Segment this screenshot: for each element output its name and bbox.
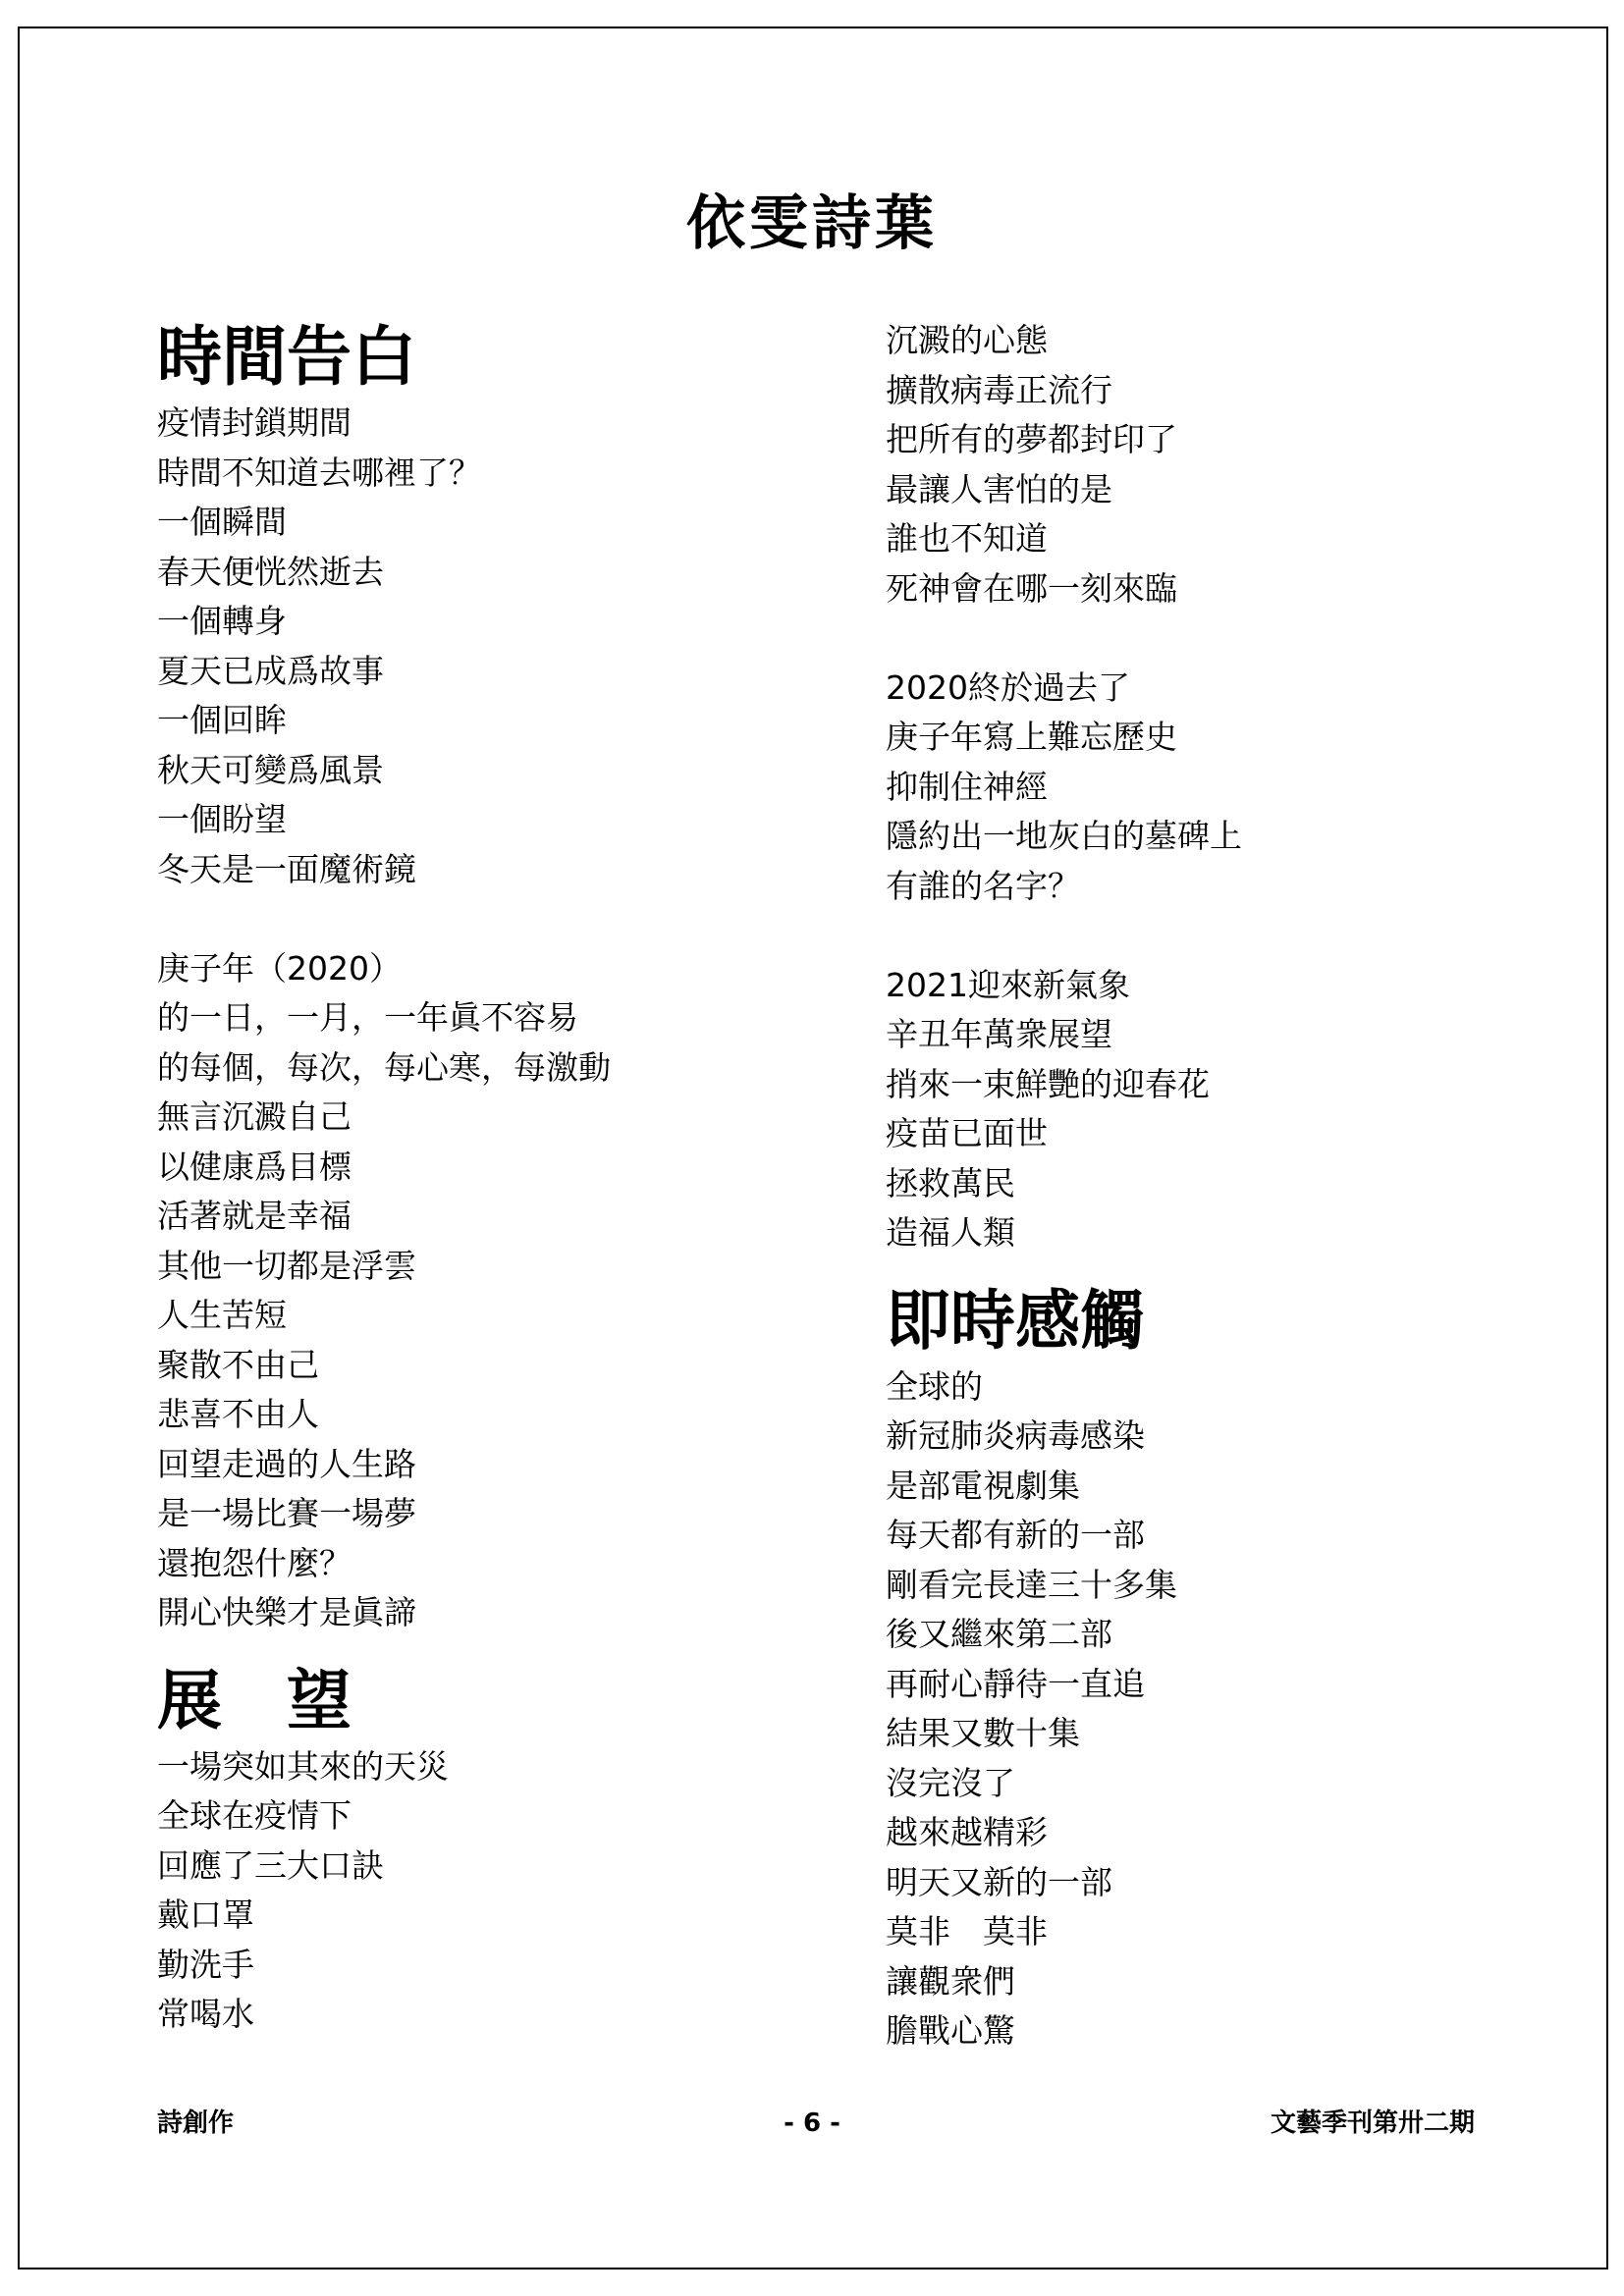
poem-line: 2020終於過去了 bbox=[886, 667, 1130, 707]
poem-line: 全球在疫情下 bbox=[157, 1796, 352, 1835]
poem-title-outlook: 展 望 bbox=[157, 1661, 352, 1738]
poem-line: 有誰的名字？ bbox=[886, 866, 1080, 905]
poem-line: 其他一切都是浮雲 bbox=[157, 1246, 416, 1285]
poem-line: 後又繼來第二部 bbox=[886, 1615, 1112, 1653]
poem-line: 回望走過的人生路 bbox=[157, 1444, 416, 1483]
poem-line: 隱約出一地灰白的墓碑上 bbox=[886, 817, 1242, 855]
poem-line: 夏天已成爲故事 bbox=[157, 651, 384, 690]
poem-line: 庚子年寫上難忘歷史 bbox=[886, 718, 1177, 756]
right-column bbox=[886, 316, 1573, 2056]
poem-line: 庚子年（2020） bbox=[157, 948, 402, 988]
poem-line: 新冠肺炎病毒感染 bbox=[886, 1416, 1145, 1455]
poem-line: 剛看完長達三十多集 bbox=[886, 1565, 1177, 1604]
poem-line: 膽戰心驚 bbox=[886, 2011, 1015, 2050]
poem-line: 一場突如其來的天災 bbox=[157, 1746, 449, 1786]
poem-line: 戴口罩 bbox=[157, 1896, 254, 1934]
poem-line: 死神會在哪一刻來臨 bbox=[886, 568, 1177, 608]
poem-line: 擴散病毒正流行 bbox=[886, 370, 1112, 409]
poem-line: 是一場比賽一場夢 bbox=[157, 1494, 416, 1532]
poem-line: 莫非 莫非 bbox=[886, 1912, 1048, 1950]
poem-line: 無言沉澱自己 bbox=[157, 1097, 352, 1136]
poem-line: 沒完沒了 bbox=[886, 1763, 1015, 1802]
poem-line: 最讓人害怕的是 bbox=[886, 469, 1112, 508]
poem-line: 一個盼望 bbox=[157, 800, 287, 838]
poem-line: 秋天可變爲風景 bbox=[157, 750, 384, 789]
poem-line: 悲喜不由人 bbox=[157, 1395, 319, 1433]
poem-line: 辛丑年萬衆展望 bbox=[886, 1015, 1112, 1053]
poem-line: 誰也不知道 bbox=[886, 519, 1048, 558]
poem-title-time-confession: 時間告白 bbox=[157, 318, 416, 395]
poem-line: 捎來一束鮮艷的迎春花 bbox=[886, 1064, 1210, 1103]
footer-publication: 文藝季刊第卅二期 bbox=[1270, 2109, 1475, 2138]
poem-line: 時間不知道去哪裡了？ bbox=[157, 453, 481, 492]
section-spacer bbox=[886, 1258, 1573, 1280]
poem-line: 還抱怨什麼？ bbox=[157, 1543, 352, 1582]
poem-line: 全球的 bbox=[886, 1366, 983, 1406]
poem-line: 勤洗手 bbox=[157, 1945, 254, 1984]
poem-line: 開心快樂才是眞諦 bbox=[157, 1593, 416, 1631]
stanza-gap bbox=[886, 911, 1573, 961]
poem-line: 再耐心靜待一直追 bbox=[886, 1664, 1145, 1703]
poem-line: 疫情封鎖期間 bbox=[157, 403, 352, 442]
section-spacer bbox=[157, 1638, 844, 1660]
poem-line: 是部電視劇集 bbox=[886, 1466, 1080, 1505]
poem-title-instant-feelings: 即時感觸 bbox=[886, 1281, 1145, 1359]
page-title: 依雯詩葉 bbox=[686, 189, 938, 258]
poem-line: 春天便恍然逝去 bbox=[157, 552, 384, 591]
footer-page-number: - 6 - bbox=[784, 2109, 840, 2138]
poem-line: 疫苗已面世 bbox=[886, 1114, 1048, 1152]
poem-line: 明天又新的一部 bbox=[886, 1862, 1112, 1901]
poem-line: 一個轉身 bbox=[157, 602, 287, 640]
poem-line: 拯救萬民 bbox=[886, 1163, 1015, 1202]
poem-line: 造福人類 bbox=[886, 1213, 1015, 1252]
poem-line: 沉澱的心態 bbox=[886, 321, 1048, 359]
poem-line: 抑制住神經 bbox=[886, 767, 1048, 806]
poem-line: 冬天是一面魔術鏡 bbox=[157, 849, 416, 888]
poem-line: 的一日，一月，一年眞不容易 bbox=[157, 998, 578, 1037]
poem-line: 一個回眸 bbox=[157, 701, 287, 739]
poem-line: 一個瞬間 bbox=[157, 503, 287, 541]
stanza-gap bbox=[157, 894, 844, 944]
poem-line: 2021迎來新氣象 bbox=[886, 965, 1130, 1004]
poem-line: 讓觀衆們 bbox=[886, 1961, 1015, 2001]
poem-line: 的每個，每次，每心寒，每激動 bbox=[157, 1047, 611, 1087]
poem-line: 結果又數十集 bbox=[886, 1714, 1080, 1752]
poem-line: 聚散不由己 bbox=[157, 1345, 319, 1384]
stanza-gap bbox=[886, 614, 1573, 664]
left-column bbox=[157, 316, 844, 2040]
poem-line: 活著就是幸福 bbox=[157, 1197, 352, 1235]
poem-line: 常喝水 bbox=[157, 1995, 254, 2033]
footer-section: 詩創作 bbox=[157, 2109, 235, 2138]
poem-line: 每天都有新的一部 bbox=[886, 1516, 1145, 1554]
poem-line: 越來越精彩 bbox=[886, 1813, 1048, 1851]
poem-line: 回應了三大口訣 bbox=[157, 1845, 384, 1885]
poem-line: 人生苦短 bbox=[157, 1296, 287, 1334]
poem-line: 以健康爲目標 bbox=[157, 1147, 352, 1186]
poem-line: 把所有的夢都封印了 bbox=[886, 420, 1177, 458]
